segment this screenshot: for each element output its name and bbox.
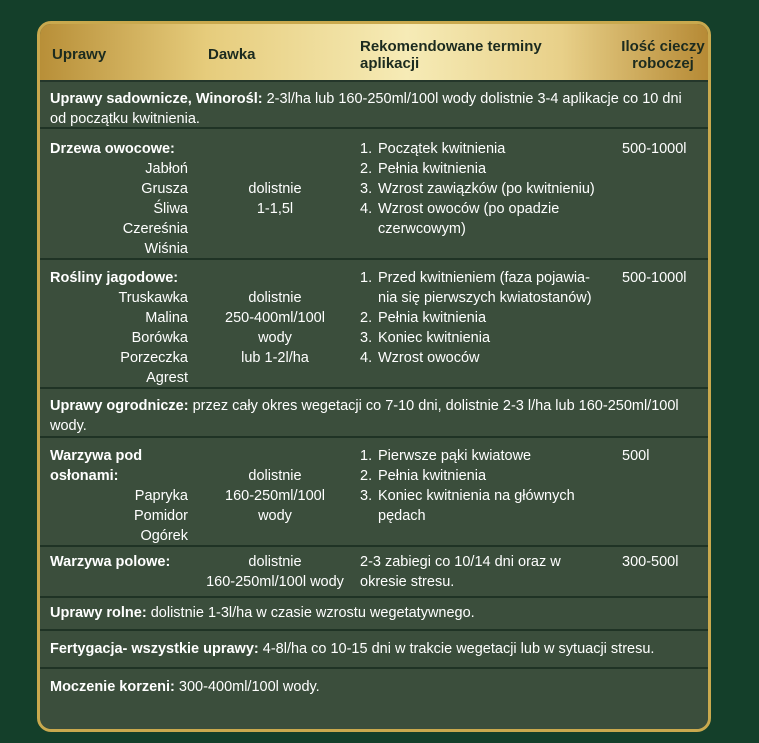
crop-grusza: Grusza xyxy=(141,181,188,197)
oslony-title: Warzywa pod osłonami: xyxy=(50,448,143,484)
fertygacja-desc: 4-8l/ha co 10-15 dni w trakcie wegetacji lub w sytuacji stresu. xyxy=(258,641,655,657)
jagodowe-title: Rośliny jagodowe: xyxy=(50,270,179,286)
header-uprawy: Uprawy xyxy=(52,46,107,63)
ogrodnicze-desc: przez cały okres wegetacji co 7-10 dni, dolistnie 2-3 l/ha lub 160-250ml/100l wody. xyxy=(50,398,679,434)
crop-porzeczka: Porzeczka xyxy=(120,350,188,366)
crop-czeresnia: Czereśnia xyxy=(122,221,188,237)
row-uprawy-rolne xyxy=(40,598,708,629)
drzewa-dose xyxy=(210,179,340,219)
crop-jablon: Jabłoń xyxy=(145,161,188,177)
header-dawka: Dawka xyxy=(208,46,256,63)
jagodowe-crops xyxy=(50,288,188,388)
jagodowe-dose xyxy=(210,288,340,368)
row-sadownicze xyxy=(40,82,708,127)
rolne-text xyxy=(50,603,700,623)
dose-line: 160-250ml/100l wody xyxy=(206,574,344,590)
drzewa-crops xyxy=(50,159,188,259)
polowe-liquid: 300-500l xyxy=(622,554,679,570)
fertygacja-text xyxy=(50,639,700,659)
dose-line: 1-1,5l xyxy=(256,201,294,217)
crop-malina: Malina xyxy=(145,310,188,326)
table-header xyxy=(40,24,708,82)
term-item: 4. Wzrost owoców xyxy=(360,350,480,366)
crop-ogorek: Ogórek xyxy=(140,528,188,544)
oslony-liquid: 500l xyxy=(622,448,650,464)
drzewa-terms xyxy=(360,139,610,239)
dose-line: dolistnie xyxy=(248,468,302,484)
moczenie-desc: 300-400ml/100l wody. xyxy=(174,679,320,695)
dose-line: 250-400ml/100l xyxy=(225,310,325,326)
header-terminy: Rekomendowane terminy aplikacji xyxy=(360,38,542,72)
row-drzewa-owocowe xyxy=(40,129,708,258)
polowe-dose xyxy=(190,552,360,592)
crop-pomidor: Pomidor xyxy=(134,508,188,524)
dose-line: lub 1-2l/ha xyxy=(241,350,309,366)
crop-borowka: Borówka xyxy=(131,330,188,346)
ogrodnicze-text xyxy=(50,396,700,436)
moczenie-label: Moczenie korzeni: xyxy=(50,679,175,695)
row-fertygacja xyxy=(40,631,708,667)
sadownicze-desc: 2-3l/ha lub 160-250ml/100l wody dolistnie 3-4 aplikacje co 10 dni od początku kwitnienia. xyxy=(50,91,682,127)
dose-line: wody xyxy=(258,508,292,524)
ogrodnicze-label: Uprawy ogrodnicze: xyxy=(50,398,189,414)
fertygacja-label: Fertygacja- wszystkie uprawy: xyxy=(50,641,259,657)
term-item: 4. Wzrost owoców (po opadzie czerwcowym) xyxy=(360,201,560,237)
row-rosliny-jagodowe xyxy=(40,260,708,387)
sadownicze-text xyxy=(50,89,700,129)
sadownicze-label: Uprawy sadownicze, Winorośl: xyxy=(50,91,263,107)
dose-line: dolistnie xyxy=(248,181,302,197)
moczenie-text xyxy=(50,677,700,697)
term-item: 2. Pełnia kwitnienia xyxy=(360,161,487,177)
term-item: 2. Pełnia kwitnienia xyxy=(360,468,487,484)
crop-agrest: Agrest xyxy=(146,370,188,386)
crop-wisnia: Wiśnia xyxy=(144,241,188,257)
dose-line: dolistnie xyxy=(248,290,302,306)
crop-sliwa: Śliwa xyxy=(153,201,188,217)
term-item: 3. Wzrost zawiązków (po kwitnieniu) xyxy=(360,181,595,197)
jagodowe-terms xyxy=(360,268,610,368)
term-item: 1. Pierwsze pąki kwiatowe xyxy=(360,448,532,464)
row-warzywa-pod-oslonami xyxy=(40,438,708,545)
drzewa-liquid: 500-1000l xyxy=(622,141,687,157)
term-item: 1. Początek kwitnienia xyxy=(360,141,506,157)
drzewa-title: Drzewa owocowe: xyxy=(50,141,175,157)
dose-line: wody xyxy=(258,330,292,346)
dose-line: 160-250ml/100l xyxy=(225,488,325,504)
dosage-table xyxy=(37,21,711,732)
row-ogrodnicze xyxy=(40,389,708,436)
row-moczenie-korzeni xyxy=(40,669,708,729)
row-warzywa-polowe xyxy=(40,547,708,596)
term-item: 3. Koniec kwitnienia na głównych pędach xyxy=(360,488,575,524)
oslony-dose xyxy=(210,466,340,526)
crop-papryka: Papryka xyxy=(134,488,188,504)
polowe-title: Warzywa polowe: xyxy=(50,554,171,570)
rolne-label: Uprawy rolne: xyxy=(50,605,147,621)
term-item: 2. Pełnia kwitnienia xyxy=(360,310,487,326)
oslony-crops xyxy=(50,486,188,546)
term-item: 3. Koniec kwitnienia xyxy=(360,330,491,346)
header-ilosc-cieczy: Ilość cieczy roboczej xyxy=(621,38,705,72)
term-item: 1. Przed kwitnieniem (faza pojawia- nia się pierwszych kwiatostanów) xyxy=(360,270,592,306)
crop-truskawka: Truskawka xyxy=(118,290,188,306)
dose-line: dolistnie xyxy=(248,554,302,570)
rolne-desc: dolistnie 1-3l/ha w czasie wzrostu wegetatywnego. xyxy=(146,605,475,621)
oslony-terms xyxy=(360,446,610,526)
jagodowe-liquid: 500-1000l xyxy=(622,270,687,286)
polowe-term: 2-3 zabiegi co 10/14 dni oraz w okresie stresu. xyxy=(360,554,561,590)
